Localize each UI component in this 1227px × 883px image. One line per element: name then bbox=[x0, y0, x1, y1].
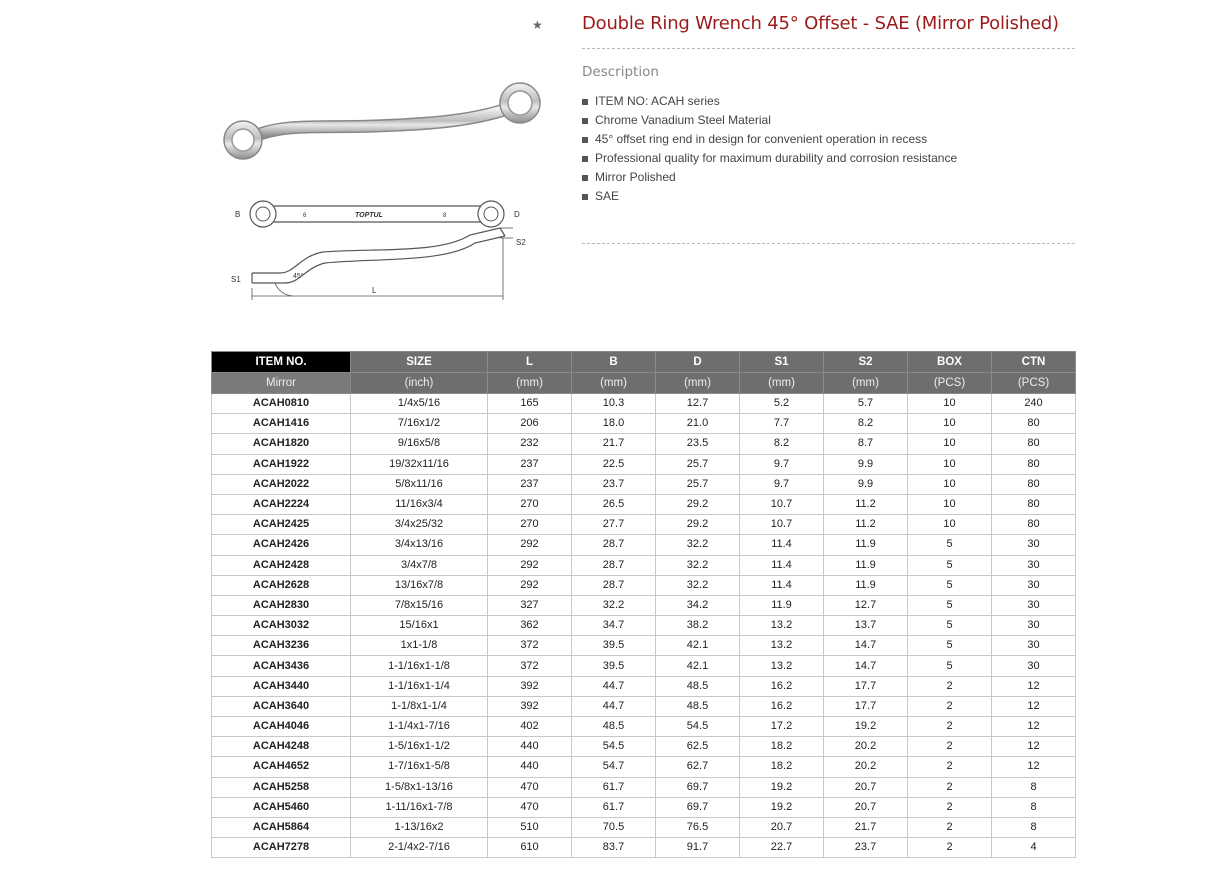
label-d: D bbox=[514, 210, 520, 219]
cell-b: 54.7 bbox=[572, 757, 656, 777]
table-row bbox=[212, 575, 1076, 595]
cell-b: 32.2 bbox=[572, 595, 656, 615]
table-row bbox=[212, 555, 1076, 575]
feature-item: Mirror Polished bbox=[582, 168, 957, 187]
label-s1: S1 bbox=[231, 275, 241, 284]
cell-item-no: ACAH5864 bbox=[212, 817, 351, 837]
cell-s2: 8.7 bbox=[824, 434, 908, 454]
cell-size: 11/16x3/4 bbox=[351, 494, 488, 514]
cell-item-no: ACAH3236 bbox=[212, 636, 351, 656]
cell-d: 38.2 bbox=[656, 616, 740, 636]
cell-l: 232 bbox=[488, 434, 572, 454]
cell-s2: 20.2 bbox=[824, 737, 908, 757]
cell-l: 392 bbox=[488, 696, 572, 716]
cell-l: 372 bbox=[488, 656, 572, 676]
cell-b: 44.7 bbox=[572, 696, 656, 716]
cell-item-no: ACAH2428 bbox=[212, 555, 351, 575]
cell-size: 1-7/16x1-5/8 bbox=[351, 757, 488, 777]
cell-ctn: 30 bbox=[992, 535, 1076, 555]
header-ctn-unit: (PCS) bbox=[992, 373, 1076, 394]
table-row bbox=[212, 494, 1076, 514]
header-b-unit: (mm) bbox=[572, 373, 656, 394]
square-bullet-icon bbox=[582, 194, 588, 200]
header-ctn: CTN bbox=[992, 352, 1076, 373]
cell-b: 27.7 bbox=[572, 515, 656, 535]
cell-item-no: ACAH1416 bbox=[212, 414, 351, 434]
cell-box: 10 bbox=[908, 394, 992, 414]
cell-ctn: 240 bbox=[992, 394, 1076, 414]
cell-b: 10.3 bbox=[572, 394, 656, 414]
cell-ctn: 80 bbox=[992, 474, 1076, 494]
square-bullet-icon bbox=[582, 137, 588, 143]
table-row bbox=[212, 515, 1076, 535]
cell-d: 29.2 bbox=[656, 494, 740, 514]
cell-s2: 17.7 bbox=[824, 696, 908, 716]
cell-d: 54.5 bbox=[656, 717, 740, 737]
cell-ctn: 4 bbox=[992, 838, 1076, 858]
cell-size: 7/16x1/2 bbox=[351, 414, 488, 434]
cell-size: 1-5/16x1-1/2 bbox=[351, 737, 488, 757]
cell-s2: 9.9 bbox=[824, 474, 908, 494]
cell-l: 206 bbox=[488, 414, 572, 434]
cell-l: 237 bbox=[488, 454, 572, 474]
header-s2-unit: (mm) bbox=[824, 373, 908, 394]
square-bullet-icon bbox=[582, 156, 588, 162]
cell-size: 1x1-1/8 bbox=[351, 636, 488, 656]
cell-d: 12.7 bbox=[656, 394, 740, 414]
cell-size: 1-13/16x2 bbox=[351, 817, 488, 837]
header-item-no: ITEM NO. bbox=[212, 352, 351, 373]
cell-l: 402 bbox=[488, 717, 572, 737]
table-row bbox=[212, 696, 1076, 716]
cell-item-no: ACAH4248 bbox=[212, 737, 351, 757]
cell-s1: 16.2 bbox=[740, 696, 824, 716]
header-s2: S2 bbox=[824, 352, 908, 373]
cell-l: 292 bbox=[488, 555, 572, 575]
cell-s1: 17.2 bbox=[740, 717, 824, 737]
table-row bbox=[212, 838, 1076, 858]
cell-s1: 9.7 bbox=[740, 474, 824, 494]
cell-b: 28.7 bbox=[572, 535, 656, 555]
cell-l: 470 bbox=[488, 797, 572, 817]
cell-item-no: ACAH3440 bbox=[212, 676, 351, 696]
cell-size: 3/4x7/8 bbox=[351, 555, 488, 575]
cell-ctn: 80 bbox=[992, 454, 1076, 474]
cell-l: 470 bbox=[488, 777, 572, 797]
cell-item-no: ACAH2022 bbox=[212, 474, 351, 494]
star-icon[interactable]: ★ bbox=[532, 18, 543, 32]
header-l: L bbox=[488, 352, 572, 373]
cell-size: 7/8x15/16 bbox=[351, 595, 488, 615]
cell-item-no: ACAH3436 bbox=[212, 656, 351, 676]
cell-d: 32.2 bbox=[656, 555, 740, 575]
cell-size: 5/8x11/16 bbox=[351, 474, 488, 494]
cell-item-no: ACAH0810 bbox=[212, 394, 351, 414]
header-row-top bbox=[212, 352, 1076, 373]
cell-ctn: 30 bbox=[992, 616, 1076, 636]
cell-b: 83.7 bbox=[572, 838, 656, 858]
cell-b: 44.7 bbox=[572, 676, 656, 696]
cell-box: 10 bbox=[908, 494, 992, 514]
table-row bbox=[212, 737, 1076, 757]
square-bullet-icon bbox=[582, 99, 588, 105]
cell-b: 23.7 bbox=[572, 474, 656, 494]
cell-size: 1-1/16x1-1/8 bbox=[351, 656, 488, 676]
cell-b: 70.5 bbox=[572, 817, 656, 837]
cell-box: 2 bbox=[908, 696, 992, 716]
cell-box: 2 bbox=[908, 757, 992, 777]
cell-b: 39.5 bbox=[572, 636, 656, 656]
cell-item-no: ACAH4046 bbox=[212, 717, 351, 737]
cell-size: 1/4x5/16 bbox=[351, 394, 488, 414]
cell-item-no: ACAH7278 bbox=[212, 838, 351, 858]
feature-list bbox=[582, 92, 957, 206]
cell-s1: 19.2 bbox=[740, 797, 824, 817]
cell-ctn: 30 bbox=[992, 595, 1076, 615]
product-image bbox=[215, 78, 555, 308]
cell-s2: 19.2 bbox=[824, 717, 908, 737]
cell-d: 25.7 bbox=[656, 454, 740, 474]
cell-item-no: ACAH2425 bbox=[212, 515, 351, 535]
cell-b: 26.5 bbox=[572, 494, 656, 514]
header-d-unit: (mm) bbox=[656, 373, 740, 394]
side-view-drawing bbox=[231, 228, 526, 300]
cell-l: 165 bbox=[488, 394, 572, 414]
cell-size: 1-1/8x1-1/4 bbox=[351, 696, 488, 716]
cell-box: 10 bbox=[908, 515, 992, 535]
cell-s2: 12.7 bbox=[824, 595, 908, 615]
description-divider bbox=[582, 243, 1075, 244]
table-row bbox=[212, 777, 1076, 797]
cell-ctn: 80 bbox=[992, 515, 1076, 535]
cell-s2: 11.2 bbox=[824, 494, 908, 514]
cell-s2: 20.7 bbox=[824, 777, 908, 797]
table-row bbox=[212, 595, 1076, 615]
cell-s1: 10.7 bbox=[740, 515, 824, 535]
cell-s2: 5.7 bbox=[824, 394, 908, 414]
cell-item-no: ACAH5460 bbox=[212, 797, 351, 817]
cell-b: 21.7 bbox=[572, 434, 656, 454]
cell-s1: 22.7 bbox=[740, 838, 824, 858]
cell-s1: 18.2 bbox=[740, 737, 824, 757]
cell-s2: 23.7 bbox=[824, 838, 908, 858]
cell-ctn: 8 bbox=[992, 777, 1076, 797]
cell-l: 510 bbox=[488, 817, 572, 837]
cell-d: 29.2 bbox=[656, 515, 740, 535]
cell-s1: 11.4 bbox=[740, 575, 824, 595]
cell-d: 34.2 bbox=[656, 595, 740, 615]
cell-box: 2 bbox=[908, 817, 992, 837]
cell-box: 10 bbox=[908, 474, 992, 494]
cell-s2: 20.2 bbox=[824, 757, 908, 777]
cell-l: 610 bbox=[488, 838, 572, 858]
cell-box: 5 bbox=[908, 656, 992, 676]
cell-ctn: 12 bbox=[992, 696, 1076, 716]
mark-left: 6 bbox=[303, 213, 307, 219]
cell-s1: 11.4 bbox=[740, 555, 824, 575]
square-bullet-icon bbox=[582, 175, 588, 181]
cell-s1: 13.2 bbox=[740, 616, 824, 636]
cell-s2: 17.7 bbox=[824, 676, 908, 696]
table-row bbox=[212, 797, 1076, 817]
title-divider bbox=[582, 48, 1075, 49]
header-b: B bbox=[572, 352, 656, 373]
cell-size: 19/32x11/16 bbox=[351, 454, 488, 474]
cell-item-no: ACAH3032 bbox=[212, 616, 351, 636]
cell-s2: 11.9 bbox=[824, 535, 908, 555]
cell-size: 9/16x5/8 bbox=[351, 434, 488, 454]
cell-size: 2-1/4x2-7/16 bbox=[351, 838, 488, 858]
cell-size: 1-11/16x1-7/8 bbox=[351, 797, 488, 817]
cell-s1: 18.2 bbox=[740, 757, 824, 777]
cell-box: 2 bbox=[908, 737, 992, 757]
cell-s1: 5.2 bbox=[740, 394, 824, 414]
cell-s1: 13.2 bbox=[740, 636, 824, 656]
table-row bbox=[212, 394, 1076, 414]
cell-s1: 10.7 bbox=[740, 494, 824, 514]
cell-d: 69.7 bbox=[656, 777, 740, 797]
cell-l: 392 bbox=[488, 676, 572, 696]
cell-d: 69.7 bbox=[656, 797, 740, 817]
label-angle: 45° bbox=[293, 273, 304, 280]
cell-ctn: 12 bbox=[992, 717, 1076, 737]
cell-box: 5 bbox=[908, 575, 992, 595]
description-heading: Description bbox=[582, 64, 659, 80]
cell-ctn: 30 bbox=[992, 575, 1076, 595]
cell-box: 10 bbox=[908, 434, 992, 454]
cell-size: 15/16x1 bbox=[351, 616, 488, 636]
cell-size: 1-1/4x1-7/16 bbox=[351, 717, 488, 737]
table-row bbox=[212, 474, 1076, 494]
cell-b: 34.7 bbox=[572, 616, 656, 636]
cell-ctn: 80 bbox=[992, 414, 1076, 434]
cell-s1: 19.2 bbox=[740, 777, 824, 797]
cell-b: 48.5 bbox=[572, 717, 656, 737]
cell-box: 5 bbox=[908, 595, 992, 615]
cell-l: 327 bbox=[488, 595, 572, 615]
cell-box: 2 bbox=[908, 676, 992, 696]
cell-s1: 8.2 bbox=[740, 434, 824, 454]
cell-l: 292 bbox=[488, 535, 572, 555]
header-mirror: Mirror bbox=[212, 373, 351, 394]
product-title: Double Ring Wrench 45° Offset - SAE (Mirror Polished) bbox=[582, 13, 1059, 34]
cell-item-no: ACAH1820 bbox=[212, 434, 351, 454]
cell-item-no: ACAH1922 bbox=[212, 454, 351, 474]
cell-size: 3/4x25/32 bbox=[351, 515, 488, 535]
cell-b: 54.5 bbox=[572, 737, 656, 757]
cell-ctn: 80 bbox=[992, 434, 1076, 454]
cell-l: 270 bbox=[488, 494, 572, 514]
table-row bbox=[212, 616, 1076, 636]
top-view-drawing bbox=[235, 201, 520, 227]
cell-box: 2 bbox=[908, 777, 992, 797]
cell-ctn: 30 bbox=[992, 656, 1076, 676]
cell-l: 237 bbox=[488, 474, 572, 494]
cell-box: 5 bbox=[908, 535, 992, 555]
wrench-photo bbox=[224, 83, 540, 159]
feature-item: Professional quality for maximum durability and corrosion resistance bbox=[582, 149, 957, 168]
header-box: BOX bbox=[908, 352, 992, 373]
square-bullet-icon bbox=[582, 118, 588, 124]
cell-s2: 11.2 bbox=[824, 515, 908, 535]
cell-item-no: ACAH2628 bbox=[212, 575, 351, 595]
cell-s2: 14.7 bbox=[824, 656, 908, 676]
cell-box: 2 bbox=[908, 838, 992, 858]
cell-s2: 14.7 bbox=[824, 636, 908, 656]
cell-ctn: 12 bbox=[992, 676, 1076, 696]
cell-b: 28.7 bbox=[572, 555, 656, 575]
cell-ctn: 8 bbox=[992, 817, 1076, 837]
cell-l: 440 bbox=[488, 757, 572, 777]
cell-ctn: 80 bbox=[992, 494, 1076, 514]
spec-table bbox=[211, 351, 1076, 858]
cell-ctn: 12 bbox=[992, 757, 1076, 777]
feature-item: SAE bbox=[582, 187, 957, 206]
cell-box: 10 bbox=[908, 454, 992, 474]
cell-d: 48.5 bbox=[656, 696, 740, 716]
cell-item-no: ACAH2224 bbox=[212, 494, 351, 514]
table-row bbox=[212, 414, 1076, 434]
cell-d: 23.5 bbox=[656, 434, 740, 454]
cell-size: 13/16x7/8 bbox=[351, 575, 488, 595]
feature-item: Chrome Vanadium Steel Material bbox=[582, 111, 957, 130]
cell-item-no: ACAH3640 bbox=[212, 696, 351, 716]
cell-d: 62.5 bbox=[656, 737, 740, 757]
label-s2: S2 bbox=[516, 238, 526, 247]
table-row bbox=[212, 636, 1076, 656]
cell-b: 22.5 bbox=[572, 454, 656, 474]
feature-item: ITEM NO: ACAH series bbox=[582, 92, 957, 111]
cell-s1: 11.9 bbox=[740, 595, 824, 615]
cell-s1: 20.7 bbox=[740, 817, 824, 837]
cell-b: 18.0 bbox=[572, 414, 656, 434]
cell-s2: 8.2 bbox=[824, 414, 908, 434]
cell-s2: 9.9 bbox=[824, 454, 908, 474]
cell-ctn: 8 bbox=[992, 797, 1076, 817]
cell-l: 270 bbox=[488, 515, 572, 535]
mark-right: 8 bbox=[443, 213, 447, 219]
table-row bbox=[212, 535, 1076, 555]
table-row bbox=[212, 676, 1076, 696]
brand-mark: TOPTUL bbox=[355, 212, 383, 219]
cell-b: 28.7 bbox=[572, 575, 656, 595]
cell-d: 21.0 bbox=[656, 414, 740, 434]
header-s1-unit: (mm) bbox=[740, 373, 824, 394]
header-box-unit: (PCS) bbox=[908, 373, 992, 394]
cell-item-no: ACAH4652 bbox=[212, 757, 351, 777]
header-s1: S1 bbox=[740, 352, 824, 373]
cell-s2: 21.7 bbox=[824, 817, 908, 837]
header-d: D bbox=[656, 352, 740, 373]
cell-d: 48.5 bbox=[656, 676, 740, 696]
cell-box: 5 bbox=[908, 616, 992, 636]
table-row bbox=[212, 656, 1076, 676]
cell-s1: 16.2 bbox=[740, 676, 824, 696]
cell-s2: 20.7 bbox=[824, 797, 908, 817]
cell-s2: 11.9 bbox=[824, 575, 908, 595]
cell-ctn: 12 bbox=[992, 737, 1076, 757]
cell-item-no: ACAH2830 bbox=[212, 595, 351, 615]
cell-b: 61.7 bbox=[572, 797, 656, 817]
cell-size: 1-1/16x1-1/4 bbox=[351, 676, 488, 696]
cell-box: 2 bbox=[908, 717, 992, 737]
cell-s1: 9.7 bbox=[740, 454, 824, 474]
table-row bbox=[212, 717, 1076, 737]
cell-d: 42.1 bbox=[656, 636, 740, 656]
cell-l: 362 bbox=[488, 616, 572, 636]
cell-s1: 7.7 bbox=[740, 414, 824, 434]
cell-d: 91.7 bbox=[656, 838, 740, 858]
cell-box: 2 bbox=[908, 797, 992, 817]
cell-ctn: 30 bbox=[992, 555, 1076, 575]
header-size-unit: (inch) bbox=[351, 373, 488, 394]
cell-d: 62.7 bbox=[656, 757, 740, 777]
cell-s2: 11.9 bbox=[824, 555, 908, 575]
table-row bbox=[212, 434, 1076, 454]
cell-s1: 13.2 bbox=[740, 656, 824, 676]
spec-table-body bbox=[212, 394, 1076, 858]
cell-d: 76.5 bbox=[656, 817, 740, 837]
cell-size: 1-5/8x1-13/16 bbox=[351, 777, 488, 797]
cell-item-no: ACAH5258 bbox=[212, 777, 351, 797]
table-row bbox=[212, 757, 1076, 777]
label-l: L bbox=[372, 286, 377, 295]
cell-d: 42.1 bbox=[656, 656, 740, 676]
header-l-unit: (mm) bbox=[488, 373, 572, 394]
cell-l: 372 bbox=[488, 636, 572, 656]
cell-s1: 11.4 bbox=[740, 535, 824, 555]
header-row-bottom bbox=[212, 373, 1076, 394]
cell-l: 292 bbox=[488, 575, 572, 595]
cell-box: 5 bbox=[908, 555, 992, 575]
cell-d: 32.2 bbox=[656, 575, 740, 595]
feature-item: 45° offset ring end in design for convenient operation in recess bbox=[582, 130, 957, 149]
cell-b: 39.5 bbox=[572, 656, 656, 676]
cell-size: 3/4x13/16 bbox=[351, 535, 488, 555]
cell-box: 10 bbox=[908, 414, 992, 434]
cell-d: 32.2 bbox=[656, 535, 740, 555]
cell-d: 25.7 bbox=[656, 474, 740, 494]
label-b: B bbox=[235, 210, 241, 219]
header-size: SIZE bbox=[351, 352, 488, 373]
cell-l: 440 bbox=[488, 737, 572, 757]
table-row bbox=[212, 454, 1076, 474]
cell-b: 61.7 bbox=[572, 777, 656, 797]
cell-item-no: ACAH2426 bbox=[212, 535, 351, 555]
cell-box: 5 bbox=[908, 636, 992, 656]
cell-ctn: 30 bbox=[992, 636, 1076, 656]
table-row bbox=[212, 817, 1076, 837]
cell-s2: 13.7 bbox=[824, 616, 908, 636]
